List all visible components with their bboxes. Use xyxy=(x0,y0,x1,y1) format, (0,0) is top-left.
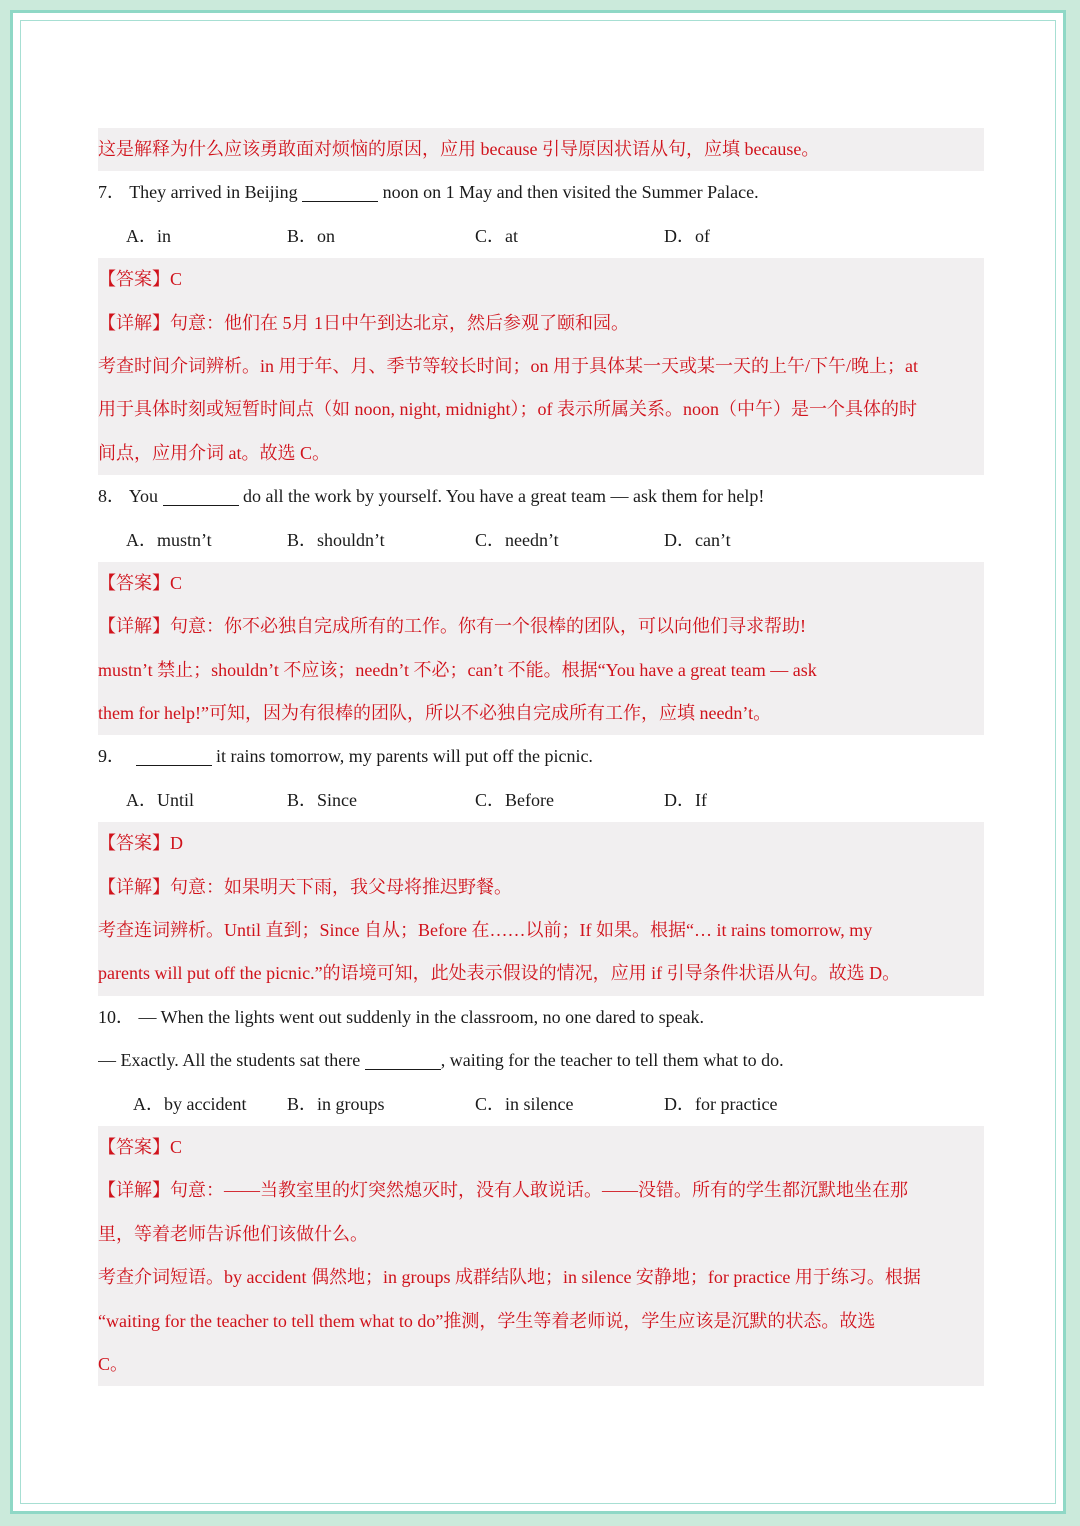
question-7 xyxy=(98,171,984,214)
question-10-options xyxy=(98,1083,984,1126)
option-d: D．of xyxy=(664,225,710,246)
question-7-options xyxy=(98,215,984,258)
option-c: C．Before xyxy=(475,789,554,810)
option-b: B．shouldn’t xyxy=(287,529,385,550)
explanation-line: 用于具体时刻或短暂时间点（如 noon, night, midnight）；of 表示所属关系。noon（中午）是一个具体的时 xyxy=(98,388,984,431)
explanation-line: 间点，应用介词 at。故选 C。 xyxy=(98,432,984,475)
option-d: D．can’t xyxy=(664,529,731,550)
option-a: A．in xyxy=(126,225,171,246)
option-b: B．Since xyxy=(287,789,357,810)
option-c: C．needn’t xyxy=(475,529,559,550)
question-8 xyxy=(98,475,984,518)
option-c: C．in silence xyxy=(475,1093,574,1114)
question-number: 7． xyxy=(98,182,125,203)
question-text-after: noon on 1 May and then visited the Summer Palace. xyxy=(378,182,759,203)
option-a: A．mustn’t xyxy=(126,529,212,550)
answer-line: 【答案】D xyxy=(98,822,984,865)
question-number: 10． xyxy=(98,1006,134,1027)
question-text-before: — Exactly. All the students sat there xyxy=(98,1050,365,1071)
question-number: 8． xyxy=(98,486,125,507)
option-d: D．If xyxy=(664,789,707,810)
explanation-line: parents will put off the picnic.”的语境可知，此处表示假设的情况，应用 if 引导条件状语从句。故选 D。 xyxy=(98,952,984,995)
question-text-after: do all the work by yourself. You have a great team — ask them for help! xyxy=(238,486,765,507)
option-b: B．in groups xyxy=(287,1093,385,1114)
question-8-options xyxy=(98,519,984,562)
question-text-after: , waiting for the teacher to tell them what to do. xyxy=(440,1050,784,1071)
answer-blank xyxy=(136,745,212,766)
question-10-line2 xyxy=(98,1039,984,1082)
explanation-line: mustn’t 禁止；shouldn’t 不应该；needn’t 不必；can’t 不能。根据“You have a great team — ask xyxy=(98,649,984,692)
explanation-line: 【详解】句意：他们在 5月 1日中午到达北京，然后参观了颐和园。 xyxy=(98,302,984,345)
answer-blank xyxy=(365,1049,441,1070)
option-c: C．at xyxy=(475,225,518,246)
explanation-line: 里，等着老师告诉他们该做什么。 xyxy=(98,1213,984,1256)
option-a: A．by accident xyxy=(133,1093,247,1114)
explanation-line: “waiting for the teacher to tell them what to do”推测，学生等着老师说，学生应该是沉默的状态。故选 xyxy=(98,1300,984,1343)
question-10 xyxy=(98,996,984,1039)
question-9-options xyxy=(98,779,984,822)
question-text-after: it rains tomorrow, my parents will put off the picnic. xyxy=(211,746,593,767)
explanation-line: 这是解释为什么应该勇敢面对烦恼的原因，应用 because 引导原因状语从句，应填 because。 xyxy=(98,128,984,171)
explanation-line: C。 xyxy=(98,1343,984,1386)
option-b: B．on xyxy=(287,225,336,246)
option-a: A．Until xyxy=(126,789,195,810)
answer-line: 【答案】C xyxy=(98,258,984,301)
answer-blank xyxy=(163,485,239,506)
explanation-line: 【详解】句意：你不必独自完成所有的工作。你有一个很棒的团队，可以向他们寻求帮助! xyxy=(98,605,984,648)
explanation-line: 【详解】句意：如果明天下雨，我父母将推迟野餐。 xyxy=(98,866,984,909)
question-text-before: They arrived in Beijing xyxy=(129,182,303,203)
explanation-line: 考查连词辨析。Until 直到；Since 自从；Before 在……以前；If 如果。根据“… it rains tomorrow, my xyxy=(98,909,984,952)
document-content xyxy=(98,128,984,1386)
question-text-before: You xyxy=(128,486,163,507)
explanation-line: 【详解】句意：——当教室里的灯突然熄灭时，没有人敢说话。——没错。所有的学生都沉默地坐在那 xyxy=(98,1169,984,1212)
answer-blank xyxy=(302,181,378,202)
question-number: 9． xyxy=(98,746,125,767)
question-text-line1: — When the lights went out suddenly in the classroom, no one dared to speak. xyxy=(138,1006,705,1027)
answer-line: 【答案】C xyxy=(98,1126,984,1169)
explanation-line: them for help!”可知，因为有很棒的团队，所以不必独自完成所有工作，应填 needn’t。 xyxy=(98,692,984,735)
answer-line: 【答案】C xyxy=(98,562,984,605)
option-d: D．for practice xyxy=(664,1093,778,1114)
question-9 xyxy=(98,735,984,778)
explanation-line: 考查时间介词辨析。in 用于年、月、季节等较长时间；on 用于具体某一天或某一天的上午/下午/晚上；at xyxy=(98,345,984,388)
explanation-line: 考查介词短语。by accident 偶然地；in groups 成群结队地；in silence 安静地；for practice 用于练习。根据 xyxy=(98,1256,984,1299)
